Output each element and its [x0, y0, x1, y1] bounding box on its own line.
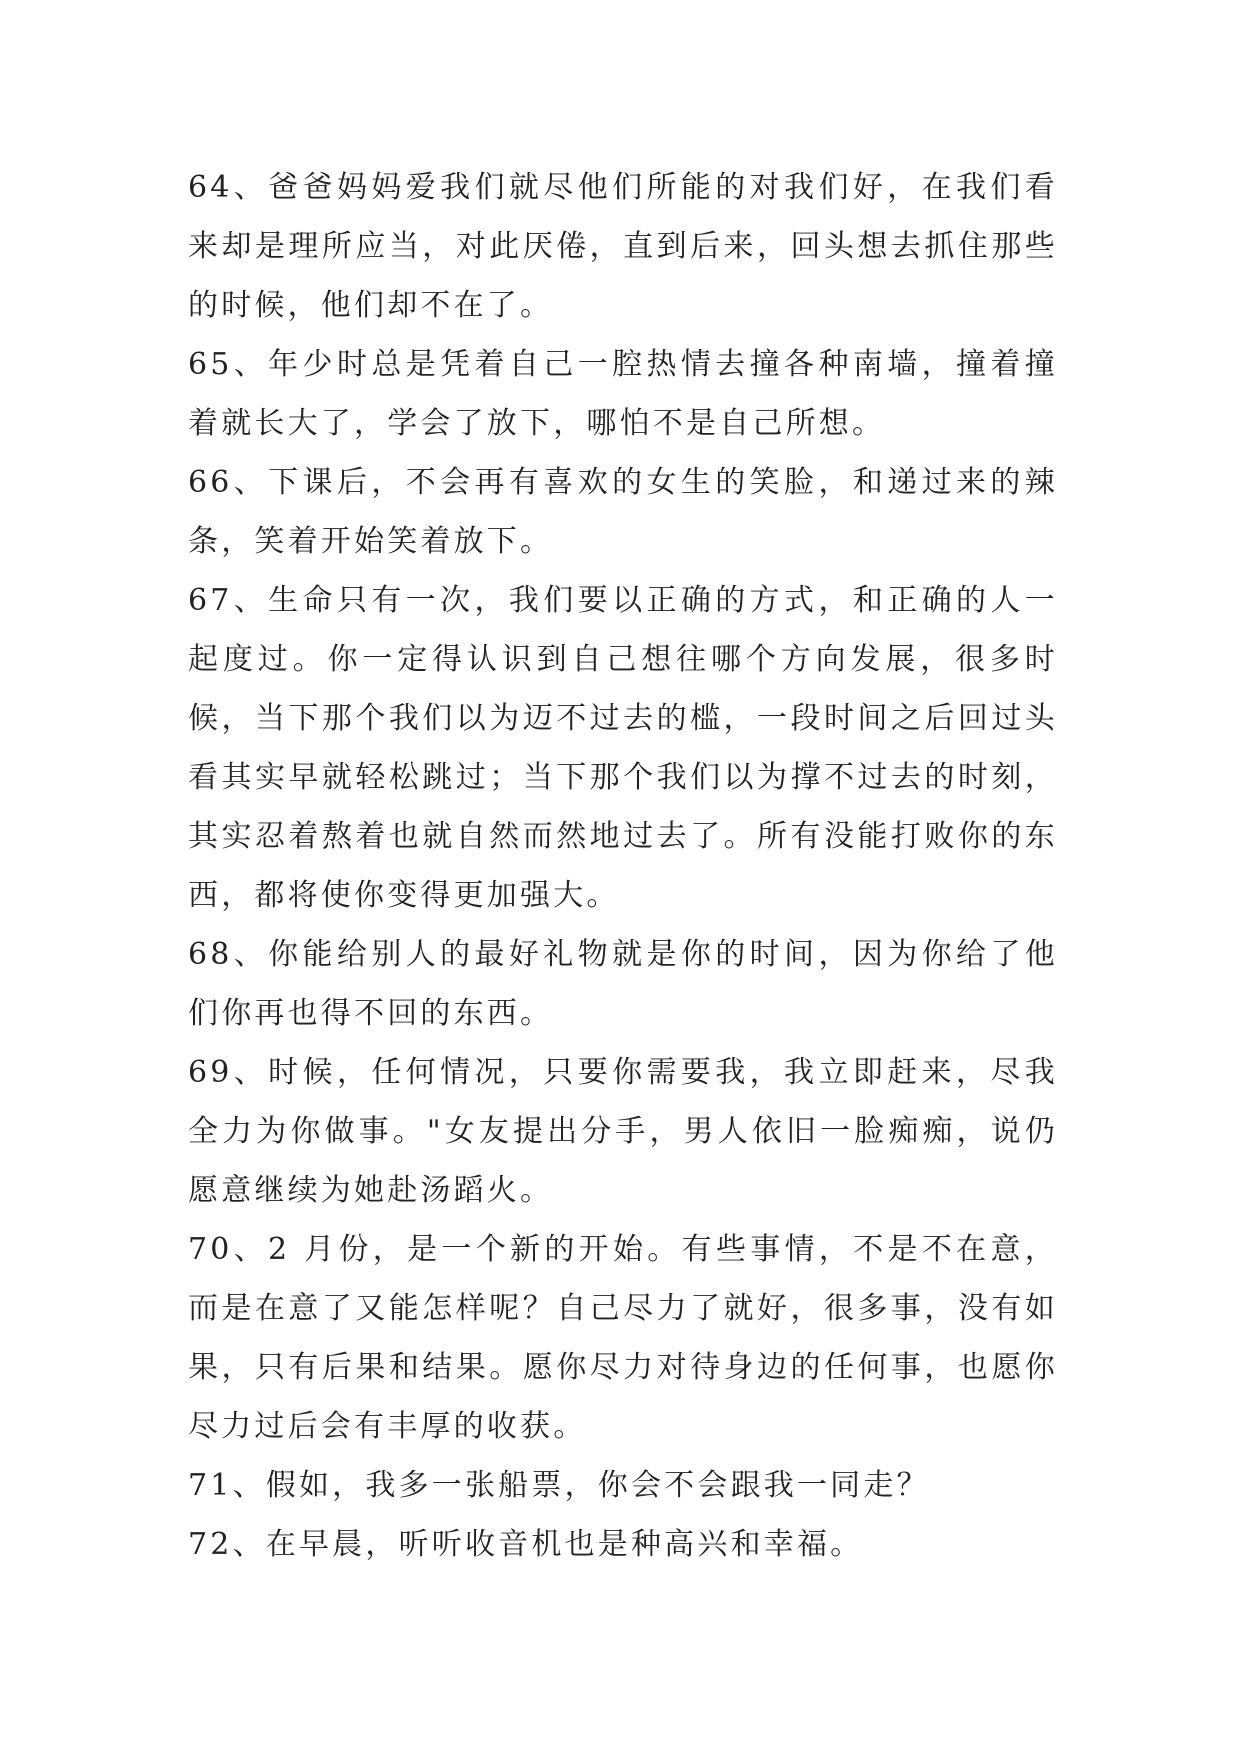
paragraph-72: 72、在早晨，听听收音机也是种高兴和幸福。 [188, 1527, 864, 1562]
paragraph-68: 68、你能给别人的最好礼物就是你的时间，因为你给了他们你再也得不回的东西。 [188, 937, 1058, 1031]
paragraph-70: 70、2 月份，是一个新的开始。有些事情，不是不在意，而是在意了又能怎样呢？自己尽力了就好，很多事，没有如果，只有后果和结果。愿你尽力对待身边的任何事，也愿你尽力过后会有丰厚的收获。 [188, 1232, 1058, 1444]
paragraph-71: 71、假如，我多一张船票，你会不会跟我一同走？ [188, 1468, 930, 1503]
paragraph-66: 66、下课后，不会再有喜欢的女生的笑脸，和递过来的辣条，笑着开始笑着放下。 [188, 465, 1058, 559]
paragraph-65: 65、年少时总是凭着自己一腔热情去撞各种南墙，撞着撞着就长大了，学会了放下，哪怕不是自己所想。 [188, 347, 1058, 441]
paragraph-69: 69、时候，任何情况，只要你需要我，我立即赶来，尽我全力为你做事。"女友提出分手，男人依旧一脸痴痴，说仍愿意继续为她赴汤蹈火。 [188, 1055, 1058, 1208]
document-body [188, 158, 1058, 1574]
paragraph-67: 67、生命只有一次，我们要以正确的方式，和正确的人一起度过。你一定得认识到自己想往哪个方向发展，很多时候，当下那个我们以为迈不过去的槛，一段时间之后回过头看其实早就轻松跳过；当下那个我们以为撑不过去的时刻，其实忍着熬着也就自然而然地过去了。所有没能打败你的东西，都将使你变得更加强大。 [188, 583, 1058, 913]
paragraph-64: 64、爸爸妈妈爱我们就尽他们所能的对我们好，在我们看来却是理所应当，对此厌倦，直到后来，回头想去抓住那些的时候，他们却不在了。 [188, 170, 1058, 323]
